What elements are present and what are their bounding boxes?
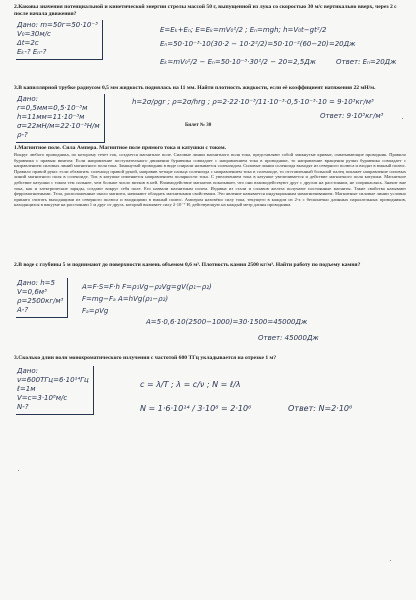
given-line: Дано: <box>17 95 38 103</box>
given-line: V₀=30м/с <box>17 30 51 38</box>
problem2-given <box>16 20 103 60</box>
problem2-question: 2.Каковы значения потенциальной и кинетической энергии стрелы массой 50 г, выпущенной из лука со скоростью 30 м/с вертикально вверх, через 2 с после начала движения? <box>14 4 397 17</box>
problem2b-answer: Ответ: 45000Дж <box>258 334 319 342</box>
ticket-title: Билет № 30 <box>185 123 212 128</box>
scan-speck <box>390 560 391 561</box>
problem3b-calc: N = 1·6·10¹⁴ / 3·10⁸ = 2·10⁶ <box>140 404 252 413</box>
given-line: N-? <box>17 403 29 411</box>
given-line: ν=600ТГц=6·10¹⁴Гц <box>17 376 89 384</box>
problem3-question: 3.В капиллярной трубке радиусом 0,5 мм жидкость поднялась на 11 мм. Найти плотность жидкости, если её коэффициент натяжения 22 мН/м. <box>14 85 376 91</box>
problem2b-calc: A=5·0,6·10(2500−1000)=30·1500=45000Дж <box>146 318 308 326</box>
given-line: Eₖ-? Eₙ-? <box>17 48 47 56</box>
problem2b-given <box>16 278 68 318</box>
problem1-text: Вокруг любого проводника, по которому течет ток, создается магнитное поле. Силовые линии магнитного поля тока, представляют собой замкнутые кривые, охватывающие проводник. Правило буравчика с правым винтом: Если направление поступательного движения буравчика совпадает с направлением тока в проводнике, то направление вращения ручки буравчика совпадает с направлением силовых линий магнитного поля тока. Замкнутый проводник в виде спирали называется соленоидом. Силовые линии соленоида выходят из северного полюса и входят в южный полюс. Правило правой руки: если обхватить соленоид правой рукой, направив четыре пальца соленоида с направлением тока в соленоиде, то отставленный большой палец покажет направление силовых линий магнитного поля в соленоиде. Ток в катушке изменяется направлением полярности тока. С увеличением тока в катушке увеличивается и действие магнитного поля катушки. Магнитное действие катушки с током тем сильнее, чем больше число витков в ней. Взаимодействие магнитов показывает, что они взаимодействуют друг с другом на расстоянии, не соприкасаясь. Значит вне тока, как и электрические заряды, создают вокруг себя поле. Его назвали магнитным полем. Издавна из стали и сплавов железа получают постоянные магниты. Такие свойства называют ферромагнитными. Тела, расположенные около магнита, начинают обладать магнитными свойствами. Это явление называется индукционным намагничиванием. Магнитные силовые линии условно принято считать выходящими из северного полюса и входящими в южный полюс. Ампером назовёмо силу тока, текущего в каждом из 2-х с бесконечно длинных параллельных проводников, находящихся в вакууме на расстоянии 1 м друг от друга, который вызывает силу 2·10⁻⁷ Н, действующую на каждый метр длины проводника. <box>14 152 406 208</box>
problem2-answer: Ответ: Eₙ=20Дж <box>336 58 397 66</box>
problem3b-work: c = λ/T ; λ = c/ν ; N = ℓ/λ <box>140 380 241 389</box>
problem3-answer: Ответ: 9·10³кг/м³ <box>320 112 384 120</box>
scan-speck <box>18 470 19 471</box>
problem3-work: h=2σ/ρgr ; ρ=2σ/hrg ; ρ=2·22·10⁻³/11·10⁻³·0,5·10⁻³·10 = 9·10³кг/м³ <box>132 98 374 106</box>
problem2b-work-line: F=mg−Fₐ A=hVg(ρ₁−ρ₂) <box>82 295 169 303</box>
problem2b-work-line: Fₐ=ρVg <box>82 307 109 315</box>
problem1-question: 1.Магнитное поле. Сила Ампера. Магнитное поле прямого тока и катушки с током. <box>14 145 226 151</box>
given-line: σ=22мН/м=22·10⁻³Н/м <box>17 122 100 130</box>
given-line: Дано: <box>17 367 38 375</box>
given-line: ℓ=1м <box>17 385 36 393</box>
problem2-work-line: E=Eₖ+Eₙ; E=Eₖ=mV₀²/2 ; Eₙ=mgh; h=V₀t−gt²/2 <box>160 26 327 34</box>
given-line: ρ-? <box>17 131 28 139</box>
problem3-given <box>16 94 105 143</box>
problem3b-given <box>16 366 94 415</box>
given-line: r=0,5мм=0,5·10⁻³м <box>17 104 88 112</box>
problem2b-question: 2.В воде с глубины 5 м поднимают до поверхности камень объемом 0,6 м³. Плотность камня 2500 кг/м³. Найти работу по подъему камня? <box>14 262 361 268</box>
given-line: Дано: m=50г=50·10⁻³ <box>17 21 98 29</box>
problem3b-question: 3.Сколько длин волн монохроматического излучения с частотой 600 ТГц укладывается на отрезке 1 м? <box>14 355 277 361</box>
problem2b-work-line: A=F·S=F·h F=ρ₁Vg−ρ₂Vg=gV(ρ₁−ρ₂) <box>82 283 212 291</box>
given-line: A-? <box>17 306 29 314</box>
problem3b-answer: Ответ: N=2·10⁶ <box>288 404 353 413</box>
given-line: V=0,6м³ <box>17 288 47 296</box>
problem2-work-line: Eₖ=mV₀²/2 − Eₙ=50·10⁻³·30²/2 − 20=2,5Дж <box>160 58 316 66</box>
given-line: Дано: h=5 <box>17 279 55 287</box>
given-line: ρ=2500кг/м³ <box>17 297 64 305</box>
given-line: h=11мм=11·10⁻³м <box>17 113 85 121</box>
scan-speck <box>402 118 403 119</box>
given-line: V=c=3·10⁸м/с <box>17 394 68 402</box>
problem2-work-line: Eₙ=50·10⁻³·10(30·2 − 10·2²/2)=50·10⁻²(60−20)=20Дж <box>160 40 356 48</box>
given-line: Δt=2с <box>17 39 39 47</box>
